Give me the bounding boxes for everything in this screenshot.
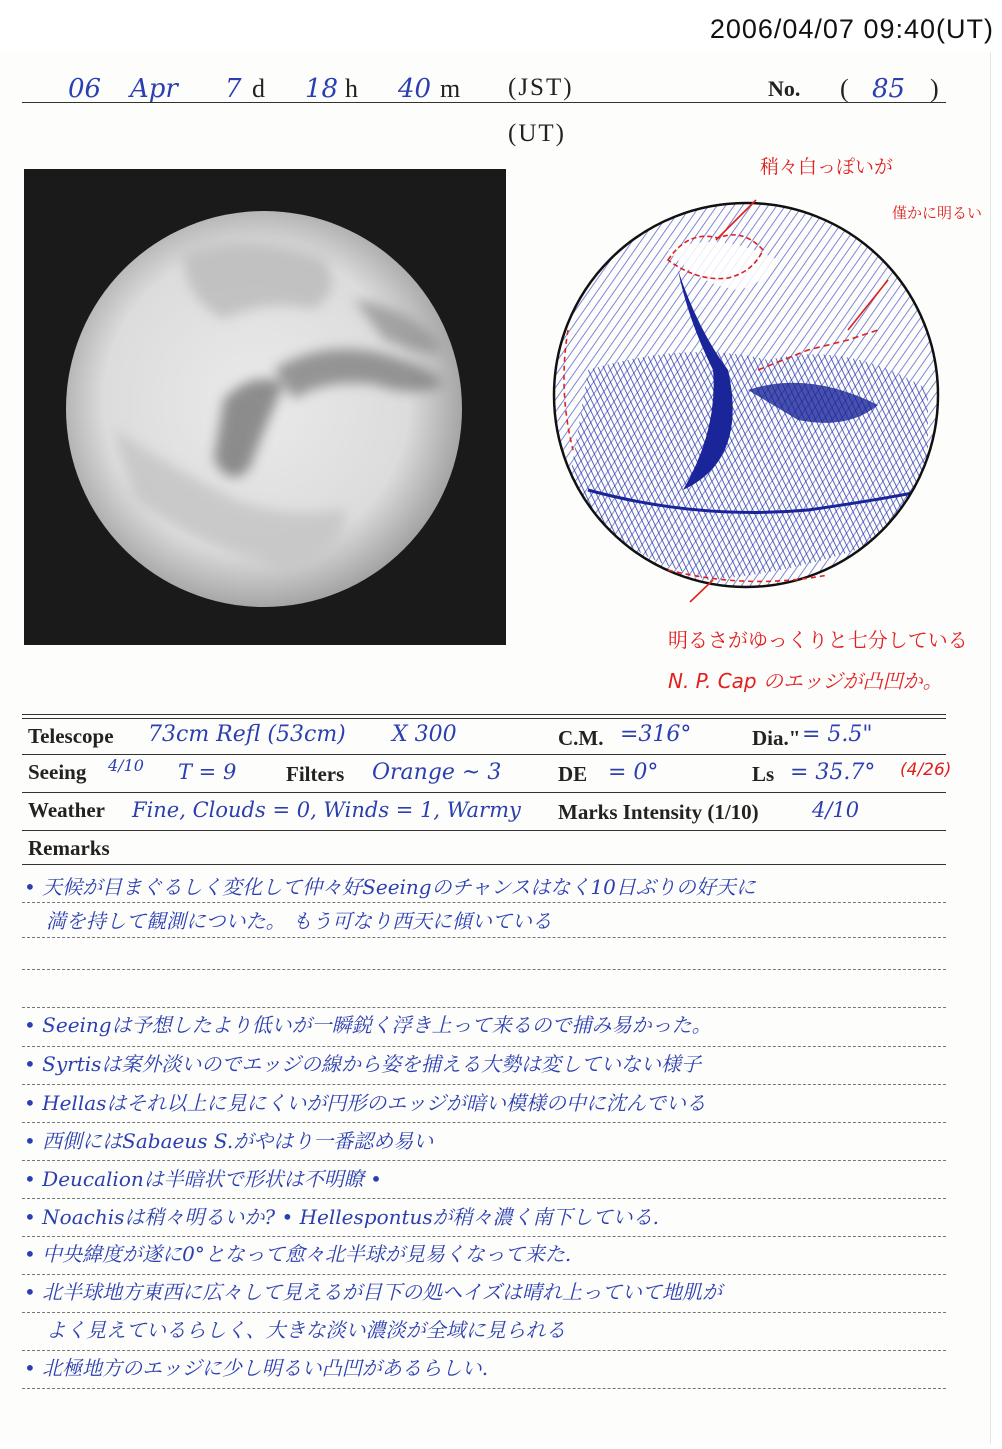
no-label: No. [768, 76, 801, 101]
remark-line: • Deucalionは半暗状で形状は不明瞭 • [24, 1167, 382, 1191]
filters-value: Orange ~ 3 [372, 760, 502, 785]
table-rule-1 [22, 754, 946, 755]
ut-label: (UT) [508, 120, 566, 147]
remark-line: • Seeingは予想したより低いが一瞬鋭く浮き上って来るので捕み易かった。 [24, 1013, 712, 1037]
annotation-right: 僅かに明るい [892, 204, 983, 222]
ruled-line [22, 1084, 946, 1085]
telescope-value: 73cm Refl (53cm) [148, 722, 346, 747]
marks-value: 4/10 [812, 798, 860, 822]
no-close: ) [930, 74, 939, 103]
observation-number: 85 [872, 74, 906, 104]
remark-line: • Hellasはそれ以上に見にくいが円形のエッジが暗い模様の中に沈んでいる [24, 1091, 707, 1115]
filters-label: Filters [286, 762, 345, 786]
ruled-line [22, 1046, 946, 1047]
ruled-line [22, 969, 946, 970]
t-value: T = 9 [178, 760, 237, 784]
header-rule [22, 102, 946, 103]
dia-label: Dia." [752, 726, 801, 750]
remark-line [24, 938, 954, 1008]
seeing-value: 4/10 [108, 756, 144, 775]
dia-value: = 5.5" [802, 722, 873, 747]
ruled-line [22, 1388, 946, 1389]
de-value: = 0° [608, 760, 659, 785]
remarks-label: Remarks [28, 836, 110, 860]
pen-sketch [548, 190, 948, 610]
telescope-label: Telescope [28, 724, 114, 748]
ruled-line [22, 1274, 946, 1275]
marks-label: Marks Intensity (1/10) [558, 800, 759, 824]
mars-pen-drawing [548, 190, 948, 610]
weather-value: Fine, Clouds = 0, Winds = 1, Warmy [132, 798, 521, 822]
ls-label: Ls [752, 762, 775, 786]
ruled-line [22, 902, 946, 903]
time-hour: 18 [305, 74, 339, 104]
remark-line: • 北極地方のエッジに少し明るい凸凹があるらしい. [24, 1356, 489, 1380]
ruled-line [22, 1312, 946, 1313]
ruled-line [22, 1160, 946, 1161]
timestamp: 2006/04/07 09:40(UT) [709, 14, 994, 44]
date-month: Apr [130, 74, 178, 104]
ruled-line [22, 1122, 946, 1123]
table-top-rule [22, 714, 946, 715]
no-open: ( [840, 74, 849, 103]
de-label: DE [558, 762, 588, 786]
ruled-line [22, 1350, 946, 1351]
date-year: 06 [68, 74, 102, 104]
mars-pencil-drawing [24, 169, 506, 645]
ruled-line [22, 937, 946, 938]
remark-line: • Syrtisは案外淡いのでエッジの線から姿を捕える大勢は変していない様子 [24, 1052, 702, 1076]
remarks-rule [22, 864, 946, 865]
weather-label: Weather [28, 798, 105, 822]
hour-unit: h [345, 74, 358, 103]
jst-label: (JST) [508, 74, 574, 101]
observation-card [0, 52, 991, 1444]
cm-value: =316° [620, 722, 692, 747]
annotation-top: 稍々白っぽいが [760, 156, 894, 178]
annotation-bottom-2: N. P. Cap のエッジが凸凹か。 [668, 669, 943, 693]
table-top-rule-2 [22, 718, 946, 719]
ls-note: (4/26) [900, 760, 952, 780]
remark-line: よく見えているらしく、大きな淡い濃淡が全域に見られる [46, 1318, 566, 1342]
ruled-line [22, 1007, 946, 1008]
day-unit: d [252, 74, 265, 103]
remark-line: • Noachisは稍々明るいか? • Hellespontusが稍々濃く南下している. [24, 1205, 660, 1229]
cm-label: C.M. [558, 726, 604, 750]
remark-line: • 中央緯度が遂に0°となって愈々北半球が見易くなって来た. [24, 1242, 572, 1266]
remark-line: • 北半球地方東西に広々して見えるが目下の処ヘイズは晴れ上っていて地肌が [24, 1280, 722, 1304]
magnification-value: X 300 [392, 722, 457, 747]
remark-line: 満を持して観測についた。 もう可なり西天に傾いている [46, 909, 552, 933]
ruled-line [22, 1236, 946, 1237]
remark-line: • 天候が目まぐるしく変化して仲々好Seeingのチャンスはなく10日ぶりの好天に [24, 875, 756, 899]
pointer-line-bottom [690, 580, 713, 602]
pencil-sketch-panel [24, 169, 506, 645]
remark-line: • 西側にはSabaeus S.がやはり一番認め易い [24, 1129, 434, 1153]
ls-value: = 35.7° [790, 760, 876, 785]
ruled-line [22, 1198, 946, 1199]
table-rule-3 [22, 830, 946, 831]
minute-unit: m [440, 74, 461, 103]
date-day: 7 [225, 74, 242, 104]
annotation-bottom-1: 明るさがゆっくりと七分している [668, 628, 968, 652]
table-rule-2 [22, 792, 946, 793]
time-minute: 40 [398, 74, 432, 104]
seeing-label: Seeing [28, 760, 87, 784]
